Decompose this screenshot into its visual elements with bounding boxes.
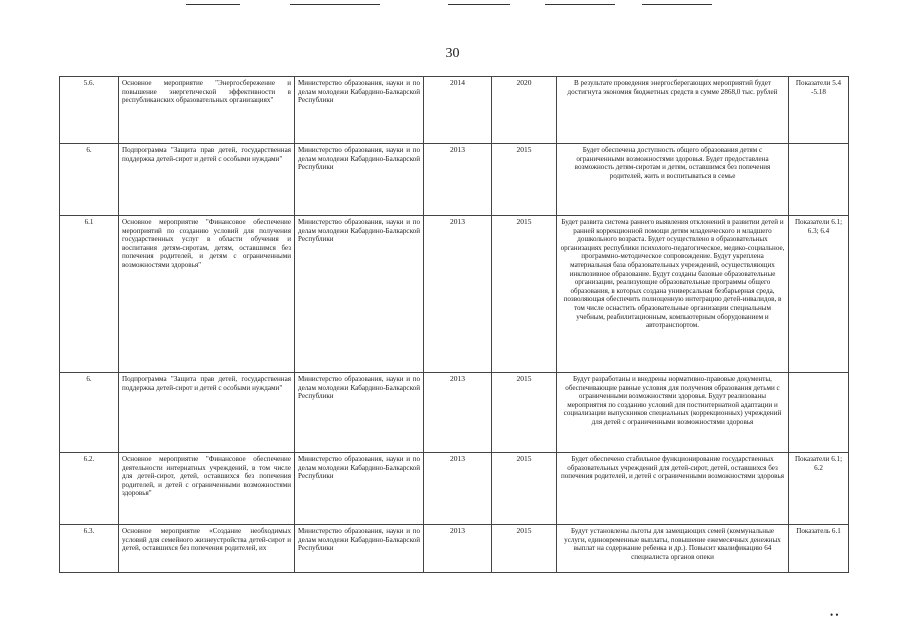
indicators: Показатели 5.4 -5.18 (789, 77, 849, 144)
page-number: 30 (445, 46, 460, 61)
end-year: 2020 (492, 77, 557, 144)
start-year: 2014 (424, 77, 492, 144)
scan-top-mark (290, 4, 380, 5)
indicators (789, 373, 849, 453)
indicators: Показатели 6.1; 6.3; 6.4 (789, 216, 849, 373)
table-row (60, 373, 849, 453)
footer-marks: • • (830, 610, 839, 620)
start-year: 2013 (424, 525, 492, 573)
row-number: 6.2. (60, 453, 119, 525)
indicators: Показатели 6.1; 6.2 (789, 453, 849, 525)
table-row (60, 525, 849, 573)
start-year: 2013 (424, 373, 492, 453)
scan-top-mark (545, 4, 615, 5)
scan-top-mark (642, 4, 712, 5)
executor: Министерство образования, науки и по делам молодежи Кабардино-Балкарской Республики (295, 77, 424, 144)
row-number: 5.6. (60, 77, 119, 144)
row-number: 6. (60, 144, 119, 216)
activity-name: Основное мероприятие «Создание необходимых условий для семейного жизнеустройства детей-сирот и детей, оставшихся без попечения родителей, их (119, 525, 295, 573)
end-year: 2015 (492, 144, 557, 216)
executor: Министерство образования, науки и по делам молодежи Кабардино-Балкарской Республики (295, 453, 424, 525)
scan-top-mark (448, 4, 510, 5)
end-year: 2015 (492, 216, 557, 373)
end-year: 2015 (492, 453, 557, 525)
expected-result: Будет обеспечено стабильное функционирование государственных образовательных учреждений для детей-сирот, детей, оставшихся без попечения родителей, и детей с ограниченными возможностями здоровья (557, 453, 789, 525)
table-row (60, 77, 849, 144)
activity-name: Основное мероприятие "Финансовое обеспечение деятельности интернатных учреждений, в том числе для детей-сирот, детей, оставшихся без попечения родителей, и детей с ограниченными возможностями здоровья" (119, 453, 295, 525)
start-year: 2013 (424, 216, 492, 373)
end-year: 2015 (492, 373, 557, 453)
program-table (59, 76, 849, 573)
row-number: 6.3. (60, 525, 119, 573)
indicators: Показатель 6.1 (789, 525, 849, 573)
end-year: 2015 (492, 525, 557, 573)
start-year: 2013 (424, 144, 492, 216)
start-year: 2013 (424, 453, 492, 525)
executor: Министерство образования, науки и по делам молодежи Кабардино-Балкарской Республики (295, 525, 424, 573)
activity-name: Подпрограмма "Защита прав детей, государственная поддержка детей-сирот и детей с особыми нуждами" (119, 373, 295, 453)
executor: Министерство образования, науки и по делам молодежи Кабардино-Балкарской Республики (295, 216, 424, 373)
expected-result: Будут разработаны и внедрены нормативно-правовые документы, обеспечивающие равные условия для получения образования детьми с ограниченными возможностями здоровья. Будут реализованы мероприятия по созданию условий для постинтернатной адаптации и социализации выпускников специальных (коррекционных) учреждений для детей с ограниченными возможностями здоровья (557, 373, 789, 453)
table-row (60, 453, 849, 525)
expected-result: Будут установлены льготы для замещающих семей (коммунальные услуги, единовременные выплаты, повышение ежемесячных денежных выплат на содержание ребенка и др.). Повысит квалификацию 64 специалиста органов опеки (557, 525, 789, 573)
row-number: 6. (60, 373, 119, 453)
activity-name: Основное мероприятие "Энергосбережение и повышение энергетической эффективности в республиканских образовательных организациях" (119, 77, 295, 144)
activity-name: Подпрограмма "Защита прав детей, государственная поддержка детей-сирот и детей с особыми нуждами" (119, 144, 295, 216)
expected-result: Будет обеспечена доступность общего образования детям с ограниченными возможностями здоровья. Будет предоставлена возможность детям-сиротам и детям, оставшимся без попечения родителей, жить и воспитываться в семье (557, 144, 789, 216)
indicators (789, 144, 849, 216)
expected-result: Будет развита система раннего выявления отклонений в развитии детей и ранней коррекционной помощи детям младенческого и младшего дошкольного возраста. Будет осуществлено в образовательных организациях республики психолого-педагогическое, медико-социальное, программно-методическое сопровождение. Будут укреплена материальная база образовательных учреждений, осуществляющих инклюзивное образование. Будут созданы базовые образовательные организации, реализующие образовательные программы общего образования, в которых создана универсальная безбарьерная среда, позволяющая обеспечить полноценную интеграцию детей-инвалидов, в том числе оснастить образовательные организации специальным учебным, реабилитационным, компьютерным оборудованием и автотранспортом. (557, 216, 789, 373)
row-number: 6.1 (60, 216, 119, 373)
activity-name: Основное мероприятие "Финансовое обеспечение мероприятий по созданию условий для получения государственных услуг в области обучения и воспитания детям-сиротам, детям, оставшимся без попечения родителей, и детям с ограниченными возможностями здоровья" (119, 216, 295, 373)
scan-top-mark (186, 4, 240, 5)
expected-result: В результате проведения энергосберегающих мероприятий будет достигнута экономия бюджетных средств в сумме 2868,0 тыс. рублей (557, 77, 789, 144)
executor: Министерство образования, науки и по делам молодежи Кабардино-Балкарской Республики (295, 373, 424, 453)
executor: Министерство образования, науки и по делам молодежи Кабардино-Балкарской Республики (295, 144, 424, 216)
table-row (60, 216, 849, 373)
table-row (60, 144, 849, 216)
